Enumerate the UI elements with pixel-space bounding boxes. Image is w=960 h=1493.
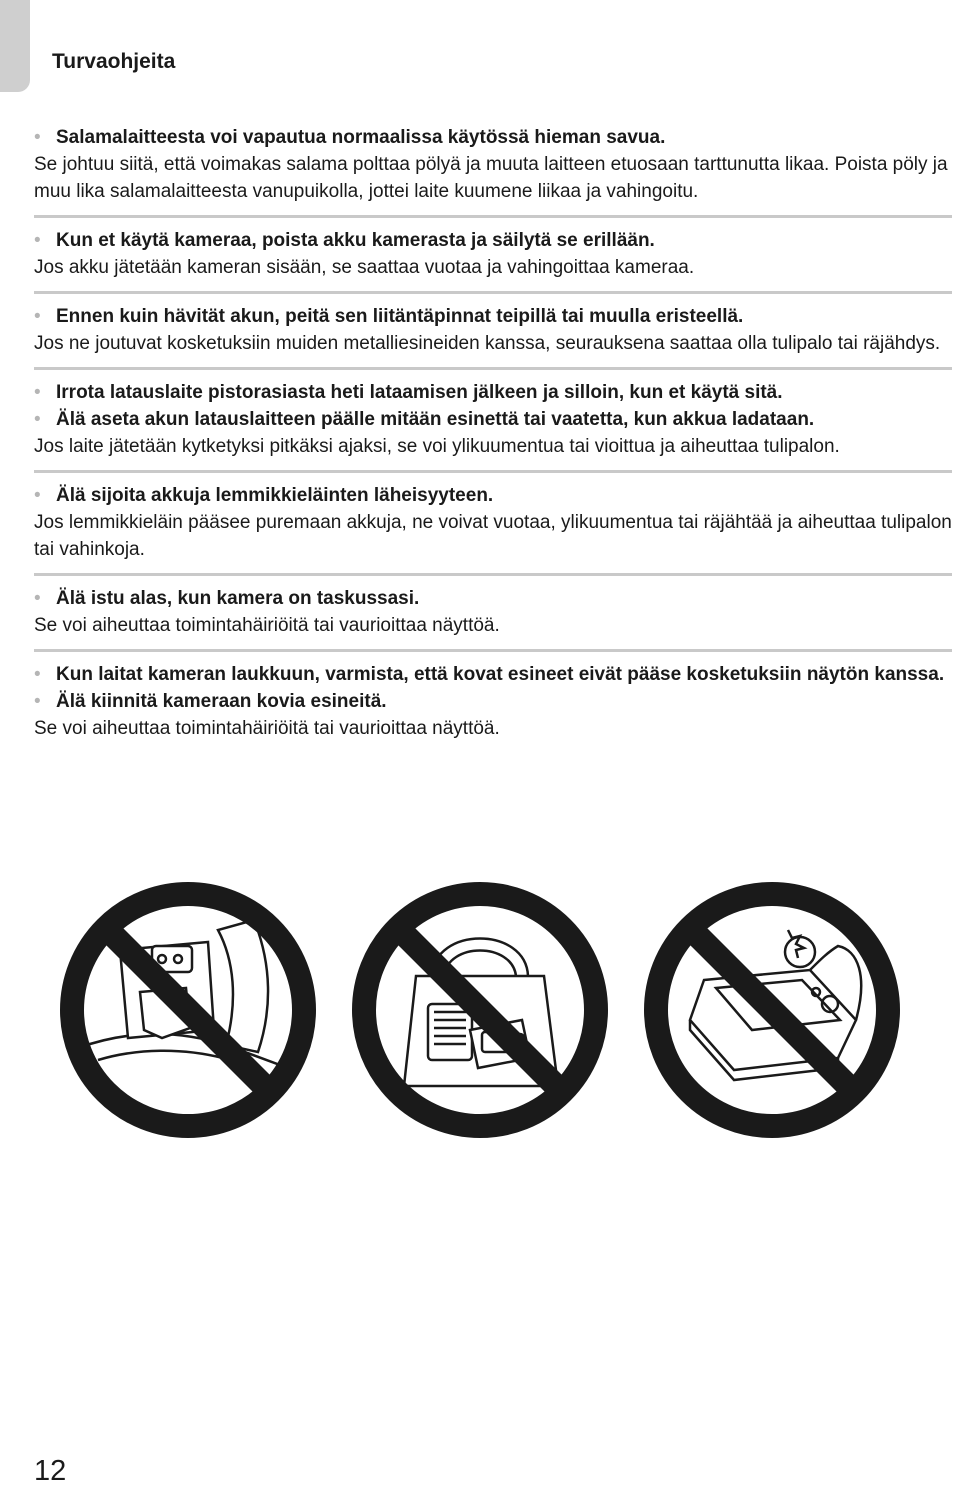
section-pets xyxy=(34,482,952,563)
separator xyxy=(34,367,952,370)
section-charger xyxy=(34,379,952,460)
bullet-heading: • Älä sijoita akkuja lemmikkieläinten läheisyyteen. xyxy=(34,482,952,509)
no-hard-objects-in-bag-icon xyxy=(350,880,610,1140)
body-text: Se voi aiheuttaa toimintahäiriöitä tai vaurioittaa näyttöä. xyxy=(34,718,500,739)
no-hard-objects-attached-icon xyxy=(642,880,902,1140)
section-battery-disposal xyxy=(34,303,952,357)
safety-instructions xyxy=(34,124,952,742)
body-text: Jos lemmikkieläin pääsee puremaan akkuja, ne voivat vuotaa, ylikuumentua tai räjähtää ja aiheuttaa tulipalon tai vahinkoja. xyxy=(34,512,952,560)
body-text: Se voi aiheuttaa toimintahäiriöitä tai vaurioittaa näyttöä. xyxy=(34,615,500,636)
chapter-tab xyxy=(0,0,30,92)
no-sitting-with-camera-in-pocket-icon xyxy=(58,880,318,1140)
bullet-heading: • Älä aseta akun latauslaitteen päälle mitään esinettä tai vaatetta, kun akkua ladataan. xyxy=(34,406,952,433)
section-flash-smoke xyxy=(34,124,952,205)
bullet-heading: • Kun laitat kameran laukkuun, varmista, että kovat esineet eivät pääse kosketuksiin näytön kanssa. xyxy=(34,661,952,688)
bullet-heading: • Älä istu alas, kun kamera on taskussasi. xyxy=(34,585,952,612)
separator xyxy=(34,291,952,294)
section-bag xyxy=(34,661,952,742)
body-text: Jos ne joutuvat kosketuksiin muiden metalliesineiden kanssa, seurauksena saattaa olla tulipalo tai räjähdys. xyxy=(34,333,941,354)
section-battery-storage xyxy=(34,227,952,281)
separator xyxy=(34,470,952,473)
separator xyxy=(34,215,952,218)
page-number: 12 xyxy=(34,1455,67,1487)
page-title: Turvaohjeita xyxy=(52,50,176,73)
bullet-heading: • Kun et käytä kameraa, poista akku kamerasta ja säilytä se erillään. xyxy=(34,227,952,254)
bullet-heading: • Ennen kuin hävität akun, peitä sen liitäntäpinnat teipillä tai muulla eristeellä. xyxy=(34,303,952,330)
bullet-heading: • Älä kiinnitä kameraan kovia esineitä. xyxy=(34,688,952,715)
body-text: Jos laite jätetään kytketyksi pitkäksi ajaksi, se voi ylikuumentua tai vioittua ja aiheuttaa tulipalon. xyxy=(34,436,840,457)
body-text: Jos akku jätetään kameran sisään, se saattaa vuotaa ja vahingoittaa kameraa. xyxy=(34,257,695,278)
bullet-heading: • Salamalaitteesta voi vapautua normaalissa käytössä hieman savua. xyxy=(34,124,952,151)
bullet-heading: • Irrota latauslaite pistorasiasta heti lataamisen jälkeen ja silloin, kun et käytä sitä. xyxy=(34,379,952,406)
section-pocket xyxy=(34,585,952,639)
separator xyxy=(34,649,952,652)
separator xyxy=(34,573,952,576)
prohibition-illustrations xyxy=(0,880,960,1180)
body-text: Se johtuu siitä, että voimakas salama polttaa pölyä ja muuta laitteen etuosaan tarttunutta likaa. Poista pöly ja muu lika salamalaitteesta vanupuikolla, jottei laite kuumene liikaa ja vahingoitu. xyxy=(34,154,948,202)
